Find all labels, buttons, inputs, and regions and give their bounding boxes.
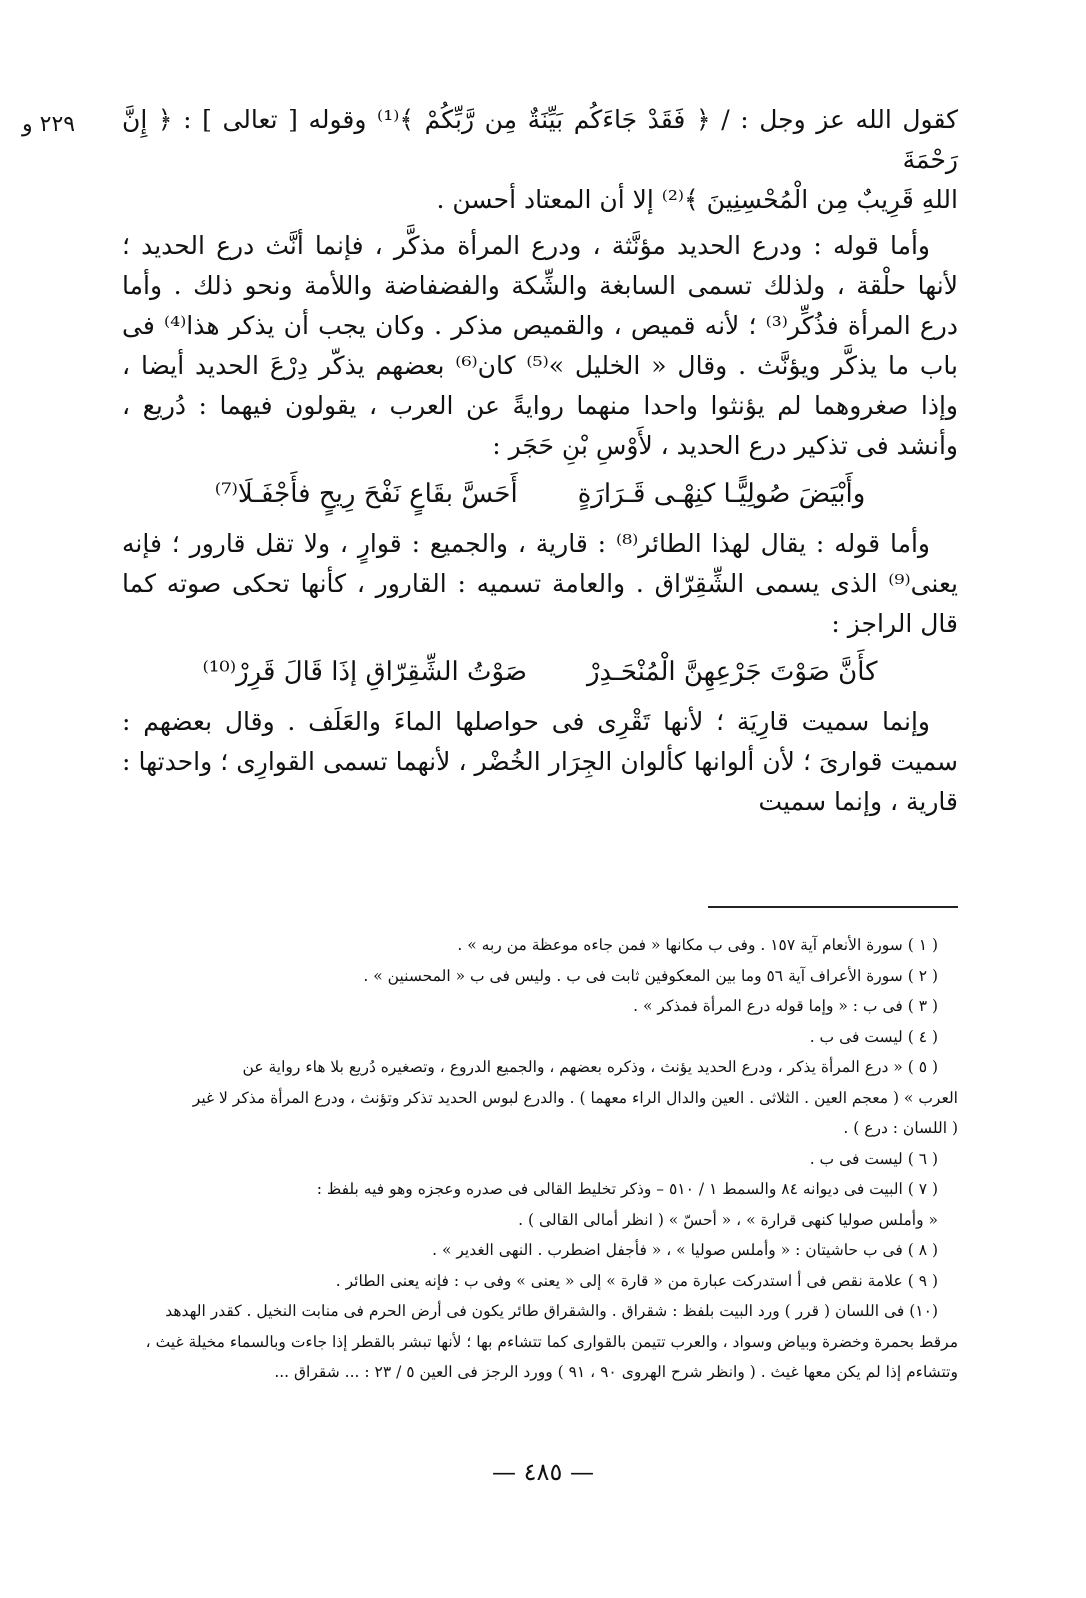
footnote-10-line-2: مرقط بحمرة وخضرة وبياض وسواد ، والعرب تتيمن بالقوارى كما تتشاءم بها ؛ لأنها تبشر بالقطر إذا جاءت وبالسماء مخيلة غيث ، [145,1332,958,1351]
paragraph-2: وأما قوله : ودرع الحديد مؤنَّثة ، ودرع المرأة مذكَّر ، فإنما أنَّث درع الحديد ؛ لأنها حلْقة ، ولذلك تسمى السابغة والشِّكة والفضفاضة واللأمة ونحو ذلك . وأما درع المرأة فذُكِّر⁽³⁾ ؛ لأنه قميص ، والقميص مذكر . وكان يجب أن يذكر هذا⁽⁴⁾ فى باب ما يذكَّر ويؤنَّث . وقال « الخليل »⁽⁵⁾ كان⁽⁶⁾ بعضهم يذكّر دِرْعَ الحديد أيضا ، وإذا صغروهما لم يؤنثوا واحدا منهما روايةً عن العرب ، يقولون فيهما : دُريع ، وأنشد فى تذكير درع الحديد ، لأَوْسِ بْنِ حَجَر : [122,231,959,460]
verse-2-first-hemistich: كأَنَّ صَوْتَ جَرْعِهِنَّ الْمُنْحَـدِرْ [587,657,878,687]
footnote-8: ( ٨ ) فى ب حاشيتان : « وأملس صوليا » ، « فأجفل اضطرب . النهى الغدير » . [432,1241,938,1259]
paragraph-1-line-2: اللهِ قَرِيبٌ مِن الْمُحْسِنِينَ ﴾⁽²⁾ إلا أن المعتاد أحسن . [436,185,958,214]
verse-2-second-hemistich: صَوْتُ الشِّقِرّاقِ إذَا قَالَ قَرِرْ⁽¹⁰⁾ [202,657,527,687]
footnote-1: ( ١ ) سورة الأنعام آية ١٥٧ . وفى ب مكانها « فمن جاءه موعظة من ربه » . [457,936,938,954]
footnote-separator [708,906,958,908]
footnote-6: ( ٦ ) ليست فى ب . [809,1149,938,1168]
verse-1-first-hemistich: وأَبْيَضَ صُولِيًّـا كنِهْـى قَـرَارَةٍ [577,479,866,509]
footnote-3: ( ٣ ) فى ب : « وإما قوله درع المرأة فمذكر » . [633,997,938,1015]
footnote-9: ( ٩ ) علامة نقص فى أ استدركت عبارة من « قارة » إلى « يعنى » وفى ب : فإنه يعنى الطائر . [335,1271,938,1290]
footnote-2: ( ٢ ) سورة الأعراف آية ٥٦ وما بين المعكوفين ثابت فى ب . وليس فى ب « المحسنين » . [363,966,938,985]
page-number: — ٤٨٥ — [492,1458,594,1486]
footnote-10-line-3: وتتشاءم إذا لم يكن معها غيث . ( وانظر شرح الهروى ٩٠ ، ٩١ ) وورد الرجز فى العين ٥ / ٢٣ : ... شقراق ... [274,1363,958,1381]
paragraph-4: وإنما سميت قارِيَة ؛ لأنها تَقْرِى فى حواصلها الماءَ والعَلَف . وقال بعضهم : سميت قوارىَ ؛ لأن ألوانها كألوان الجِرَار الخُضْر ، لأنهما تسمى القوارِى ؛ واحدتها : قارية ، وإنما سميت [122,707,958,816]
paragraph-1-line-1: كقول الله عز وجل : / ﴿ فَقَدْ جَاءَكُم بَيِّنَةٌ مِن رَّبِّكُمْ ﴾⁽¹⁾ وقوله [ تعالى ] : ﴿ إِنَّ رَحْمَةَ [122,105,959,174]
verse-2 [122,650,958,694]
footnotes [120,930,958,1388]
footnote-7-line-2: « وأملس صوليا كنهى قرارة » ، « أحسّ » ( انظر أمالى القالى ) . [518,1210,938,1229]
footnote-5-line-2: العرب » ( معجم العين . الثلاثى . العين والدال الراء معهما ) . والدرع لبوس الحديد تذكر وتؤنث ، ودرع المرأة مذكر لا غير [192,1088,958,1107]
margin-folio-reference: ٢٢٩ و [22,112,76,137]
verse-1-second-hemistich: أَحَسَّ بقَاعٍ نَفْحَ رِيحٍ فأَجْفَـلَا⁽⁷⁾ [214,479,518,509]
main-text [122,100,958,822]
footnote-5-line-3: ( اللسان : درع ) . [843,1119,958,1137]
verse-1 [122,472,958,516]
footnote-7-line-1: ( ٧ ) البيت فى ديوانه ٨٤ والسمط ١ / ٥١٠ – وذكر تخليط القالى فى صدره وعجزه وهو فيه بلفظ : [316,1180,938,1198]
footnote-10-line-1: (١٠) فى اللسان ( قرر ) ورد البيت بلفظ : شقراق . والشقراق طائر يكون فى أرض الحرم فى منابت النخيل . كقدر الهدهد [165,1302,938,1320]
footnote-4: ( ٤ ) ليست فى ب . [809,1027,938,1046]
footnote-5-line-1: ( ٥ ) « درع المرأة يذكر ، ودرع الحديد يؤنث ، وذكره بعضهم ، والجميع الدروع ، وتصغيره دُريع بلا هاء رواية عن [242,1058,938,1076]
paragraph-3: وأما قوله : يقال لهذا الطائر⁽⁸⁾ : قارية ، والجميع : قوارٍ ، ولا تقل قارور ؛ فإنه يعنى⁽⁹⁾ الذى يسمى الشِّقِرّاق . والعامة تسميه : القارور ، كأنها تحكى صوته كما قال الراجز : [122,529,958,638]
